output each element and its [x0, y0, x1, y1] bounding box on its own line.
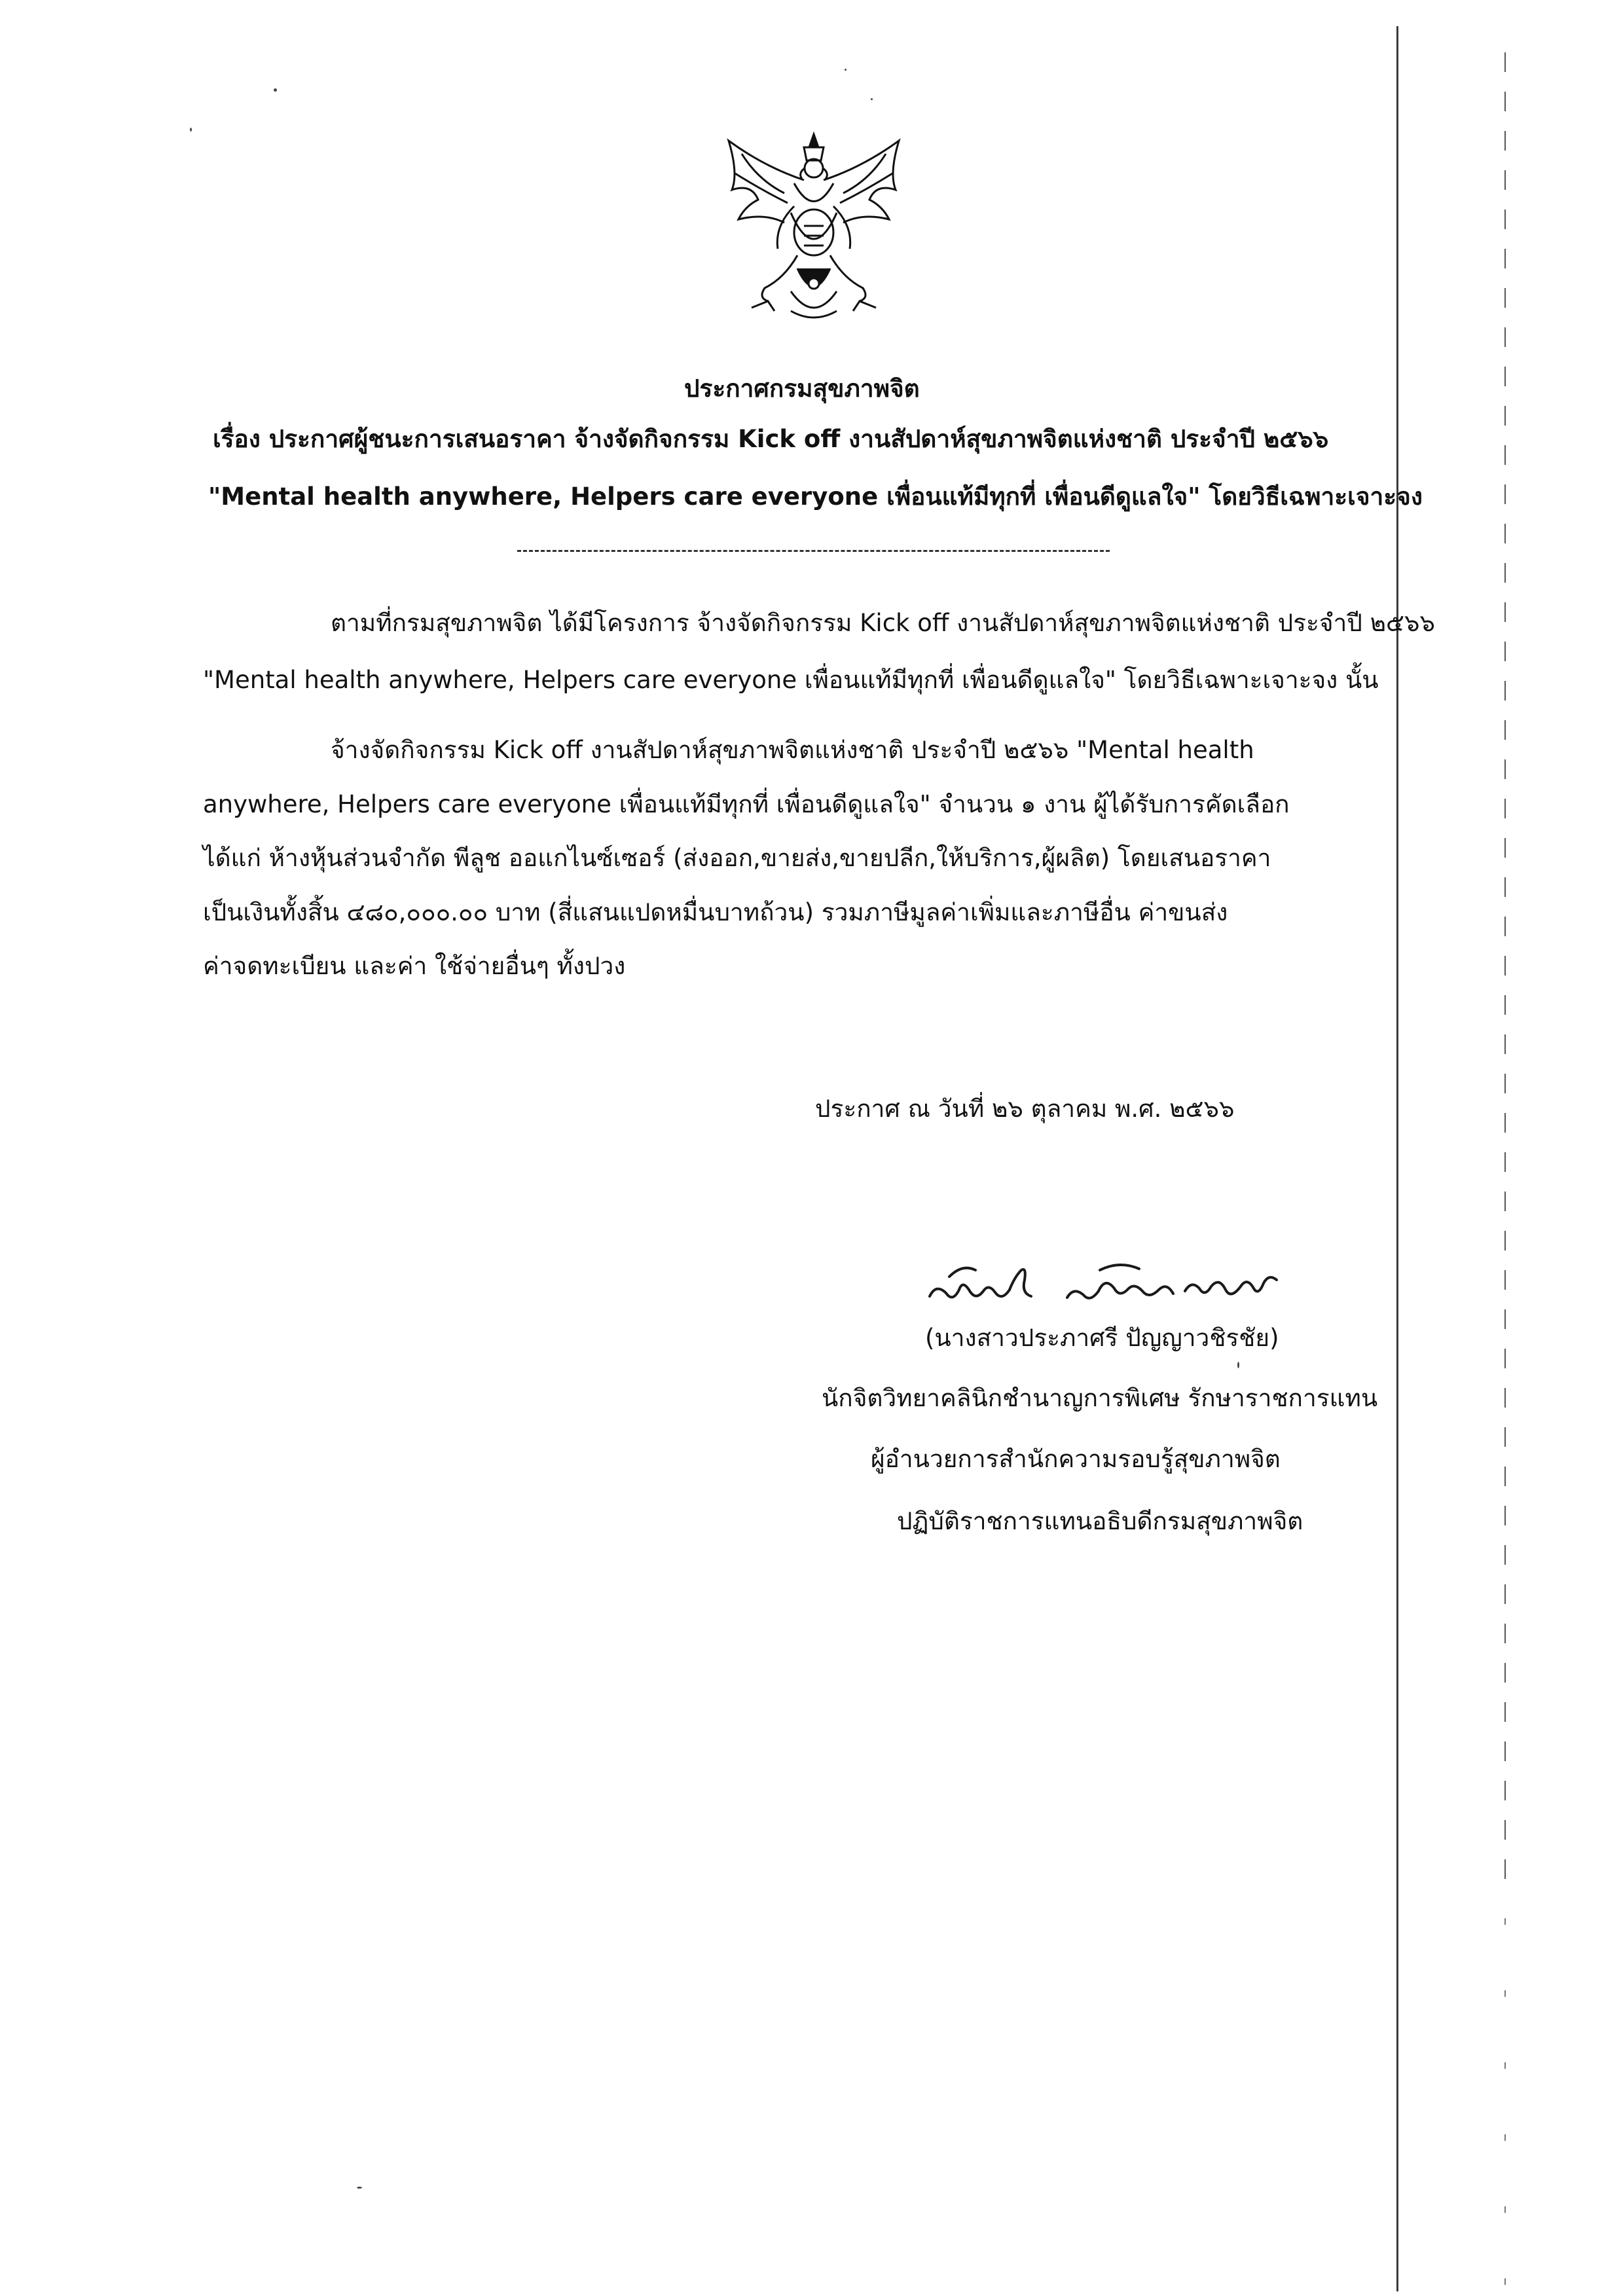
scan-speck [845, 69, 847, 71]
signatory-position-1: นักจิตวิทยาคลินิกชำนาญการพิเศษ รักษาราชการแทน [822, 1384, 1378, 1412]
paragraph-1-line-2: "Mental health anywhere, Helpers care everyone เพื่อนแท้มีทุกที่ เพื่อนดีดูแลใจ" โดยวิธีเฉพาะเจาะจง นั้น [203, 666, 1379, 694]
scan-speck [1237, 1362, 1239, 1368]
scan-speck [190, 128, 192, 132]
scan-speck [357, 2187, 362, 2189]
announcement-date: ประกาศ ณ วันที่ ๒๖ ตุลาคม พ.ศ. ๒๕๖๖ [815, 1095, 1235, 1123]
paragraph-2-line-2: anywhere, Helpers care everyone เพื่อนแท้มีทุกที่ เพื่อนดีดูแลใจ" จำนวน ๑ งาน ผู้ได้รับการคัดเลือก [203, 790, 1290, 818]
document-title: ประกาศกรมสุขภาพจิต [684, 374, 920, 403]
scan-speck [274, 88, 277, 92]
subject-line-1: เรื่อง ประกาศผู้ชนะการเสนอราคา จ้างจัดกิจกรรม Kick off งานสัปดาห์สุขภาพจิตแห่งชาติ ประจำปี ๒๕๖๖ [213, 425, 1329, 453]
scan-speck [871, 98, 873, 100]
handwritten-signature [923, 1250, 1290, 1322]
paragraph-2-line-3: ได้แก่ ห้างหุ้นส่วนจำกัด พีลูช ออแกไนซ์เซอร์ (ส่งออก,ขายส่ง,ขายปลีก,ให้บริการ,ผู้ผลิต) โดยเสนอราคา [203, 844, 1271, 872]
signatory-position-3: ปฏิบัติราชการแทนอธิบดีกรมสุขภาพจิต [897, 1507, 1303, 1535]
paragraph-2-line-4: เป็นเงินทั้งสิ้น ๔๘๐,๐๐๐.๐๐ บาท (สี่แสนแปดหมื่นบาทถ้วน) รวมภาษีมูลค่าเพิ่มและภาษีอื่น ค่าขนส่ง [203, 898, 1228, 926]
scan-edge-line [1396, 26, 1398, 2291]
signatory-name: (นางสาวประภาศรี ปัญญาวชิรชัย) [925, 1324, 1279, 1352]
paragraph-2-line-5: ค่าจดทะเบียน และค่า ใช้จ่ายอื่นๆ ทั้งปวง [203, 952, 626, 980]
subject-line-2: "Mental health anywhere, Helpers care everyone เพื่อนแท้มีทุกที่ เพื่อนดีดูแลใจ" โดยวิธีเฉพาะเจาะจง [208, 483, 1423, 511]
separator-line [517, 550, 1110, 552]
paragraph-1-line-1: ตามที่กรมสุขภาพจิต ได้มีโครงการ จ้างจัดกิจกรรม Kick off งานสัปดาห์สุขภาพจิตแห่งชาติ ประจำปี ๒๕๖๖ [331, 609, 1435, 637]
signatory-position-2: ผู้อำนวยการสำนักความรอบรู้สุขภาพจิต [871, 1445, 1281, 1473]
scan-dashed-line [1504, 52, 1506, 1899]
paragraph-2-line-1: จ้างจัดกิจกรรม Kick off งานสัปดาห์สุขภาพจิตแห่งชาติ ประจำปี ๒๕๖๖ "Mental health [331, 736, 1254, 764]
garuda-emblem-icon [712, 128, 915, 331]
scan-dashed-line-lower [1504, 1918, 1506, 2285]
